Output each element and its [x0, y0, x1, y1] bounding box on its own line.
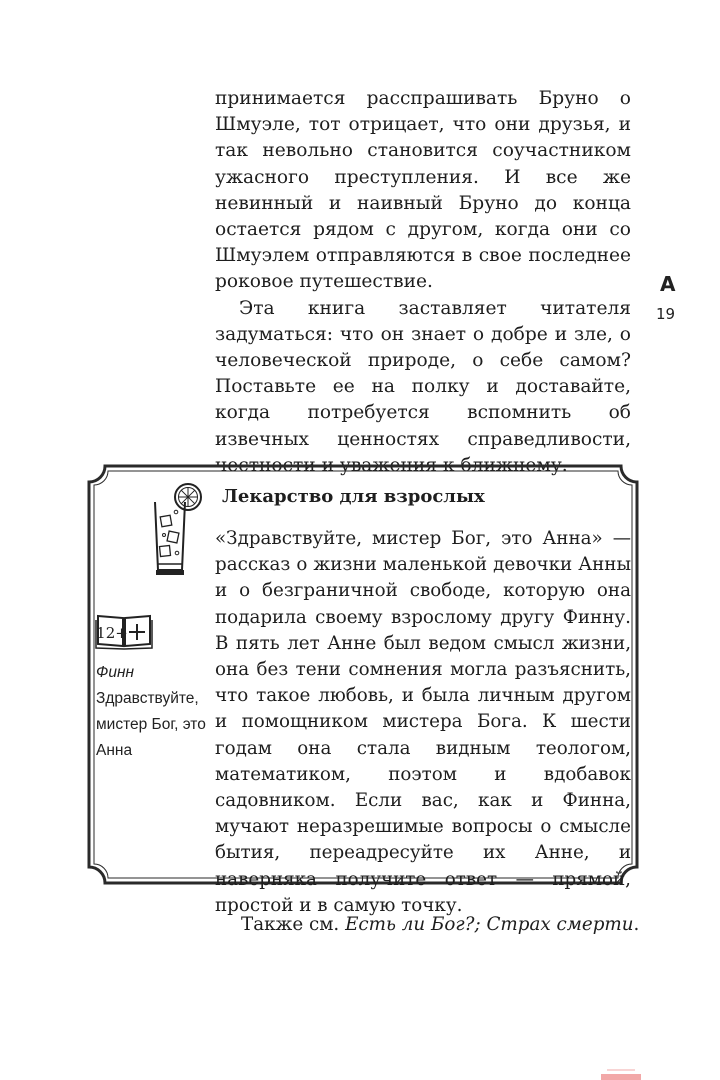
page-number: 19: [656, 305, 676, 323]
see-also-separator: ;: [474, 914, 481, 935]
see-also-prefix: Также см.: [241, 914, 340, 935]
box-text: «Здравствуйте, мистер Бог, это Анна» — рассказ о жизни маленькой девочки Анны и о безграничной свободе, которую она подарила своему взрослому другу Финну. В пять лет Анне был ведом смысл жизни, она без тени сомнения могла разъяснить, что такое любовь, и была личным другом и помощником мистера Бога. К шести годам она стала видным теологом, математиком, поэтом и вдобавок садовником. Если вас, как и Финна, мучают неразрешимые вопросы о смысле бытия, переадресуйте их Анне, и наверняка получите ответ — прямой, простой и в самую точку.: [215, 528, 631, 916]
box-title: Лекарство для взрослых: [222, 486, 485, 507]
see-also-link-1: Есть ли Бог?: [345, 914, 475, 935]
edge-mark: [601, 1062, 641, 1080]
age-badge: 12+: [96, 624, 128, 642]
book-author: Финн: [96, 664, 135, 681]
book-reference: [96, 660, 206, 764]
see-also-link-2: Страх смерти: [486, 914, 634, 935]
section-letter: А: [660, 272, 676, 296]
open-book-icon: [95, 612, 153, 650]
second-paragraph: Эта книга заставляет читателя задуматься: что он знает о добре и зле, о человеческой природе, о себе самом? Поставьте ее на полку и доставайте, когда потребуется вспомнить об извечных ценностях справедливости, честности и уважения к ближнему.: [215, 297, 631, 476]
glass-with-lemon-icon: [148, 480, 210, 578]
see-also: [241, 914, 639, 935]
see-also-end: .: [633, 914, 640, 935]
book-title: Здравствуйте, мистер Бог, это Анна: [96, 690, 206, 759]
intro-paragraph: принимается расспрашивать Бруно о Шмуэле, тот отрицает, что они друзья, и так невольно становится соучастником ужасного преступления. И все же невинный и наивный Бруно до конца остается рядом с другом, когда они со Шмуэлем отправляются в свое последнее роковое путешествие.: [215, 88, 631, 293]
